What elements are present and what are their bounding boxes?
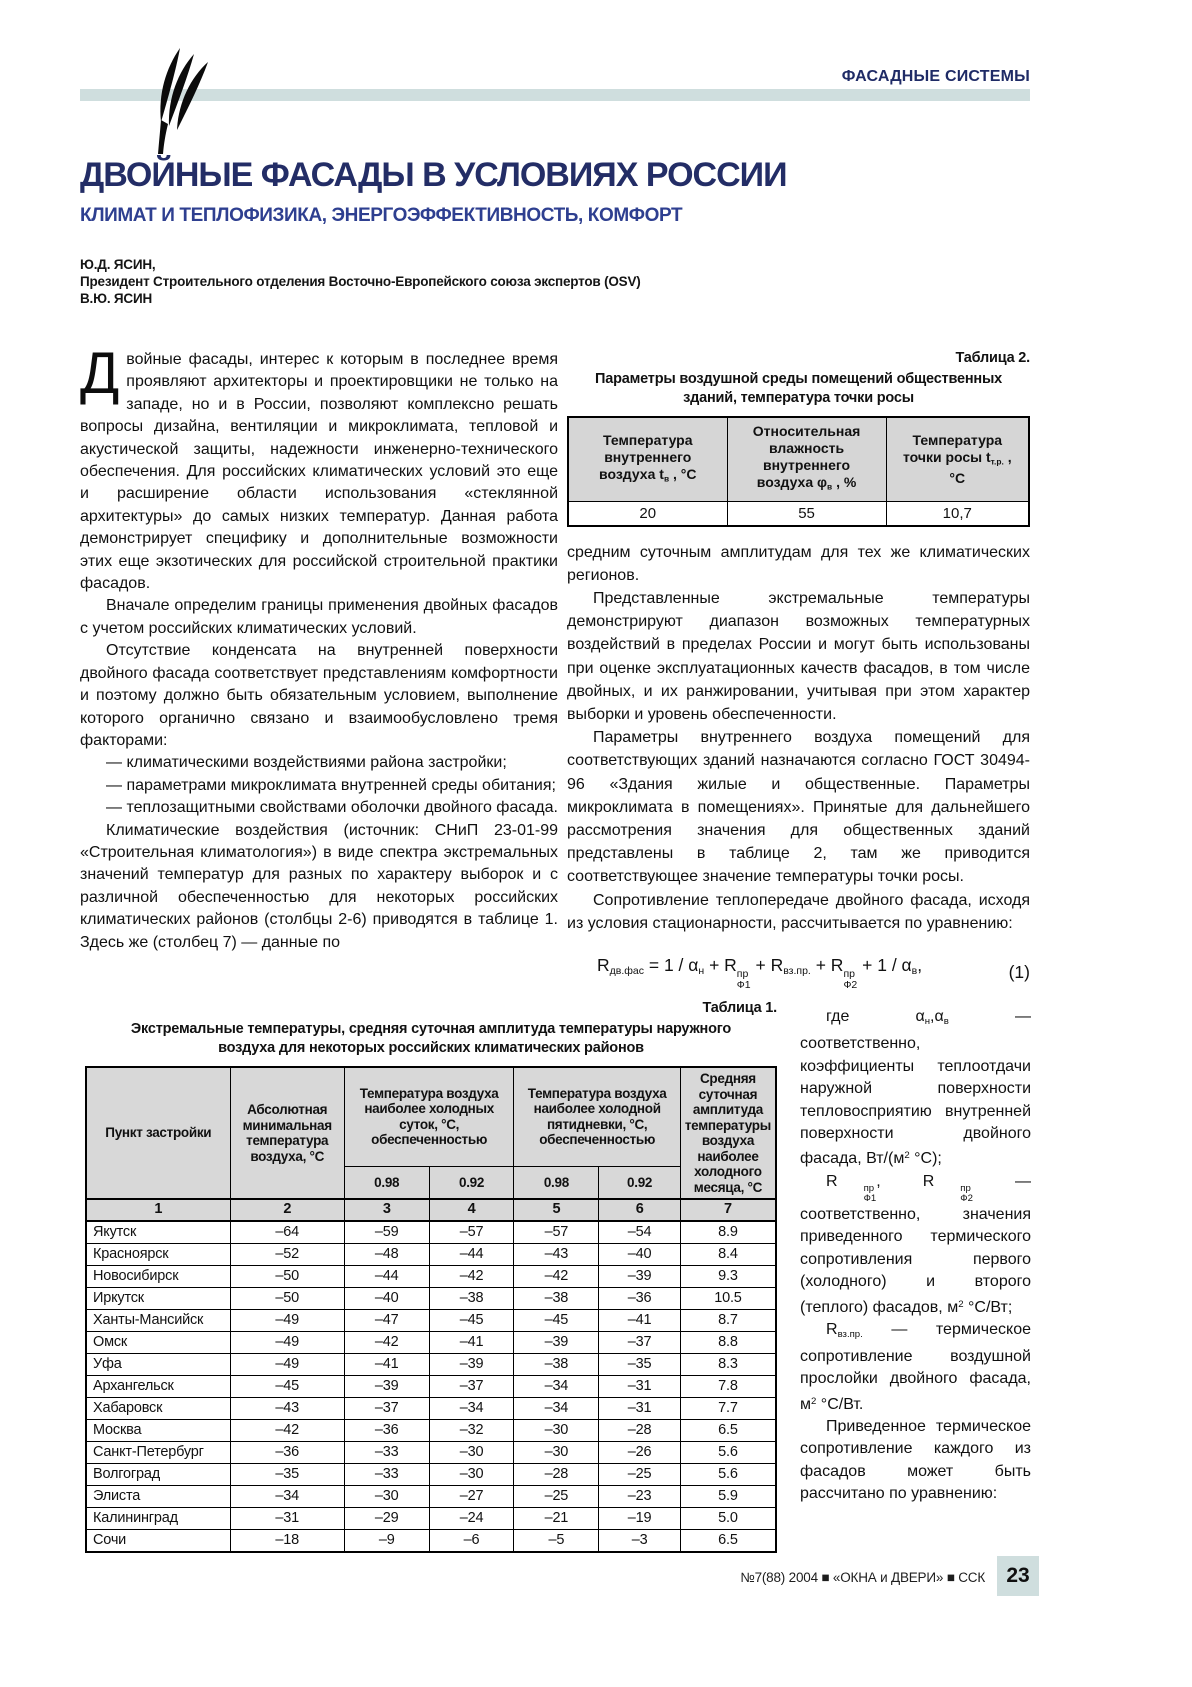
table-row (86, 1243, 776, 1265)
table1 (85, 1066, 777, 1553)
table-row (86, 1353, 776, 1375)
value-cell: –41 (429, 1331, 514, 1353)
value-cell: –42 (344, 1331, 429, 1353)
value-cell: –39 (429, 1353, 514, 1375)
article-subtitle: КЛИМАТ И ТЕПЛОФИЗИКА, ЭНЕРГОЭФФЕКТИВНОСТЬ, КОМФОРТ (80, 205, 683, 226)
city-cell: Якутск (86, 1221, 230, 1244)
city-cell: Волгоград (86, 1463, 230, 1485)
list-item: — параметрами микроклимата внутренней среды обитания; (106, 776, 556, 794)
value-cell: –50 (230, 1265, 344, 1287)
value-cell: –41 (344, 1353, 429, 1375)
table-row (86, 1507, 776, 1529)
column-number: 1 (86, 1199, 230, 1221)
paragraph: Климатические воздействия (источник: СНиП 23-01-99 «Строительная климатология») в виде спектра экстремальных значений температур для разных по характеру выборок и с различной обеспеченностью для некоторых российских климатических районов (столбцы 2-6) приводятся в таблице 1. Здесь же (столбец 7) — данные по (80, 821, 558, 951)
value-cell: –39 (344, 1375, 429, 1397)
left-column (80, 341, 558, 954)
value-cell: –26 (599, 1441, 681, 1463)
table-row (86, 1485, 776, 1507)
paragraph: Отсутствие конденсата на внутренней поверхности двойного фасада соответствует представлениям комфортности и поэтому должно быть обязательным условием, выполнение которого органично связано и взаимообусловлено тремя факторами: (80, 642, 558, 749)
city-cell: Элиста (86, 1485, 230, 1507)
column-number: 2 (230, 1199, 344, 1221)
value-cell: –49 (230, 1309, 344, 1331)
city-cell: Уфа (86, 1353, 230, 1375)
header-band (80, 89, 1030, 101)
value-cell: –36 (599, 1287, 681, 1309)
value-cell: –38 (514, 1353, 599, 1375)
value-cell: 7.7 (680, 1397, 776, 1419)
value-cell: –24 (429, 1507, 514, 1529)
dropcap: Д (80, 341, 120, 406)
city-cell: Ханты-Мансийск (86, 1309, 230, 1331)
value-cell: 10,7 (886, 501, 1029, 526)
table1-block (85, 1000, 777, 1553)
value-cell: 55 (727, 501, 886, 526)
paragraph: где $\alpha_н,\alpha_в$ — соответственно, коэффициенты теплоотдачи наружной поверхности тепловосприятию внутренней поверхности двойного фасада, $Вт/(м^2$ °С); (800, 1008, 1031, 1168)
value-cell: 7.8 (680, 1375, 776, 1397)
list-item: — климатическими воздействиями района застройки; (106, 754, 507, 772)
authors-block (80, 256, 780, 307)
table1-subheader-cell: 0.98 (514, 1166, 599, 1199)
value-cell: –54 (599, 1221, 681, 1244)
table1-caption: Экстремальные температуры, средняя суточная амплитуда температуры наружного воздуха для некоторых российских климатических районов (130, 1021, 732, 1056)
value-cell: –45 (514, 1309, 599, 1331)
value-cell: –3 (599, 1529, 681, 1552)
value-cell: –34 (429, 1397, 514, 1419)
table-row (86, 1221, 776, 1244)
paragraph: Приведенное термическое сопротивление каждого из фасадов может быть рассчитано по уравнению: (800, 1418, 1031, 1503)
table-row (86, 1309, 776, 1331)
value-cell: 8.8 (680, 1331, 776, 1353)
list-item: — теплозащитными свойствами оболочки двойного фасада. (106, 799, 558, 817)
paragraph: средним суточным амплитудам для тех же климатических регионов. (567, 543, 1030, 584)
value-cell: –36 (230, 1441, 344, 1463)
value-cell: –31 (599, 1397, 681, 1419)
table2-header-cell: Температура точки росы $t_{т.р.}$ , °С (886, 417, 1029, 501)
value-cell: –29 (344, 1507, 429, 1529)
table-row (86, 1375, 776, 1397)
value-cell: –42 (514, 1265, 599, 1287)
table1-header-cell: Средняя суточная амплитуда температуры воздуха наиболее холодного месяца, °С (680, 1067, 776, 1199)
column-number: 5 (514, 1199, 599, 1221)
table1-header-cell: Пункт застройки (86, 1067, 230, 1199)
table1-label: Таблица 1. (702, 1000, 777, 1016)
value-cell: –37 (344, 1397, 429, 1419)
value-cell: –39 (514, 1331, 599, 1353)
value-cell: –34 (514, 1375, 599, 1397)
paragraph: Сопротивление теплопередаче двойного фасада, исходя из условия стационарности, рассчитывается по уравнению: (567, 891, 1030, 932)
table1-subheader-cell: 0.92 (599, 1166, 681, 1199)
definitions-column (800, 1006, 1031, 1506)
value-cell: –43 (514, 1243, 599, 1265)
table1-subheader-cell: 0.98 (344, 1166, 429, 1199)
paragraph: $R_{вз.пр.}$ — термическое сопротивление воздушной прослойки двойного фасада, $м^2$ °С/Вт. (800, 1320, 1031, 1413)
value-cell: 9.3 (680, 1265, 776, 1287)
city-cell: Сочи (86, 1529, 230, 1552)
value-cell: 8.3 (680, 1353, 776, 1375)
author-line: В.Ю. ЯСИН (80, 291, 153, 306)
value-cell: –59 (344, 1221, 429, 1244)
article-title: ДВОЙНЫЕ ФАСАДЫ В УСЛОВИЯХ РОССИИ (80, 156, 787, 194)
city-cell: Калининград (86, 1507, 230, 1529)
value-cell: 6.5 (680, 1529, 776, 1552)
city-cell: Санкт-Петербург (86, 1441, 230, 1463)
column-number: 6 (599, 1199, 681, 1221)
value-cell: –32 (429, 1419, 514, 1441)
value-cell: 8.7 (680, 1309, 776, 1331)
value-cell: –25 (514, 1485, 599, 1507)
city-cell: Москва (86, 1419, 230, 1441)
city-cell: Омск (86, 1331, 230, 1353)
value-cell: –33 (344, 1463, 429, 1485)
table1-subheader-cell: 0.92 (429, 1166, 514, 1199)
table2-label: Таблица 2. (955, 350, 1030, 366)
paragraph: R пр Ф1 , R пр Ф2 — соответственно, значения приведенного термического сопротивления первого (холодного) и второго (теплого) фасадов, $м^2$ °С/Вт; (800, 1172, 1031, 1316)
value-cell: –28 (514, 1463, 599, 1485)
table2-header-cell: Температура внутреннего воздуха $t_в$ , °С (568, 417, 727, 501)
table1-header-cell: Абсолютная минимальная температура воздуха, °С (230, 1067, 344, 1199)
table-row (86, 1331, 776, 1353)
value-cell: –57 (514, 1221, 599, 1244)
value-cell: –37 (599, 1331, 681, 1353)
paragraph: Представленные экстремальные температуры демонстрируют диапазон возможных температурных воздействий в пределах России и могут быть использованы при оценке эксплуатационных качеств фасадов, в том числе двойных, и их ранжировании, учитывая при этом характер выборки и уровень обеспеченности. (567, 589, 1030, 723)
table-row (86, 1397, 776, 1419)
value-cell: –34 (230, 1485, 344, 1507)
city-cell: Новосибирск (86, 1265, 230, 1287)
value-cell: –49 (230, 1331, 344, 1353)
table-row (568, 501, 1029, 526)
table-row (86, 1463, 776, 1485)
value-cell: 5.6 (680, 1441, 776, 1463)
city-cell: Хабаровск (86, 1397, 230, 1419)
paragraph (80, 341, 558, 595)
value-cell: –38 (429, 1287, 514, 1309)
author-line: Ю.Д. ЯСИН, (80, 257, 156, 272)
page-number: 23 (1006, 1564, 1030, 1587)
value-cell: –28 (599, 1419, 681, 1441)
value-cell: –37 (429, 1375, 514, 1397)
value-cell: –30 (344, 1485, 429, 1507)
table2-caption: Параметры воздушной среды помещений общественных зданий, температура точки росы (594, 371, 1003, 406)
value-cell: –35 (599, 1353, 681, 1375)
paragraph: Параметры внутреннего воздуха помещений для соответствующих зданий назначаются согласно ГОСТ 30494-96 «Здания жилые и общественные. Параметры микроклимата в помещениях». Принятые для дальнейшего рассмотрения значения для общественных зданий представлены в таблице 2, там же приводится соответствующее значение температуры точки росы. (567, 729, 1030, 886)
value-cell: 10.5 (680, 1287, 776, 1309)
value-cell: –40 (344, 1287, 429, 1309)
value-cell: –47 (344, 1309, 429, 1331)
value-cell: –25 (599, 1463, 681, 1485)
city-cell: Архангельск (86, 1375, 230, 1397)
value-cell: –30 (429, 1463, 514, 1485)
value-cell: –31 (230, 1507, 344, 1529)
value-cell: 8.4 (680, 1243, 776, 1265)
feather-icon (146, 46, 218, 160)
table2 (567, 416, 1030, 527)
section-label: ФАСАДНЫЕ СИСТЕМЫ (841, 68, 1030, 85)
value-cell: –49 (230, 1353, 344, 1375)
value-cell: 5.0 (680, 1507, 776, 1529)
value-cell: –6 (429, 1529, 514, 1552)
value-cell: –38 (514, 1287, 599, 1309)
value-cell: –40 (599, 1243, 681, 1265)
author-affiliation: Президент Строительного отделения Восточно-Европейского союза экспертов (OSV) (80, 274, 641, 289)
value-cell: 5.6 (680, 1463, 776, 1485)
value-cell: –42 (429, 1265, 514, 1287)
table-row (86, 1287, 776, 1309)
value-cell: –42 (230, 1419, 344, 1441)
value-cell: 20 (568, 501, 727, 526)
equation-number: (1) (1008, 962, 1030, 983)
value-cell: –45 (230, 1375, 344, 1397)
value-cell: –30 (514, 1441, 599, 1463)
paragraph-text: войные фасады, интерес к которым в последнее время проявляют архитекторы и проектировщики не только на западе, но и в России, позволяют комплексно решать вопросы дизайна, вентиляции и микроклимата, тепловой и акустической защиты, надежности инженерно-технического обеспечения. Для российских климатических условий это еще и расширение области использования «стеклянной архитектуры» до самых низких температур. Данная работа демонстрирует специфику и дополнительные возможности этих еще экзотических для российской строительной практики фасадов. (80, 351, 558, 593)
value-cell: –43 (230, 1397, 344, 1419)
table2-header-cell: Относительная влажность внутреннего воздуха $\varphi_в$ , % (727, 417, 886, 501)
table1-header-cell: Температура воздуха наиболее холодной пятидневки, °С, обеспеченностью (514, 1067, 680, 1166)
value-cell: –57 (429, 1221, 514, 1244)
value-cell: –30 (514, 1419, 599, 1441)
city-cell: Иркутск (86, 1287, 230, 1309)
value-cell: –27 (429, 1485, 514, 1507)
value-cell: –50 (230, 1287, 344, 1309)
value-cell: –52 (230, 1243, 344, 1265)
column-number: 7 (680, 1199, 776, 1221)
value-cell: –44 (344, 1265, 429, 1287)
column-number: 3 (344, 1199, 429, 1221)
table-row (86, 1419, 776, 1441)
value-cell: –34 (514, 1397, 599, 1419)
value-cell: –19 (599, 1507, 681, 1529)
value-cell: 5.9 (680, 1485, 776, 1507)
equation-1 (567, 955, 1030, 991)
value-cell: –48 (344, 1243, 429, 1265)
value-cell: –33 (344, 1441, 429, 1463)
table-row (86, 1265, 776, 1287)
equation-body: $R_{дв.фас} = 1 / \alpha_н + R$ пр Ф1 + $R_{вз.пр.} + R$ пр Ф2 + $1 / \alpha_в$, (597, 954, 923, 991)
value-cell: –64 (230, 1221, 344, 1244)
paragraph: Вначале определим границы применения двойных фасадов с учетом российских климатических условий. (80, 597, 558, 637)
value-cell: –30 (429, 1441, 514, 1463)
value-cell: –31 (599, 1375, 681, 1397)
value-cell: –39 (599, 1265, 681, 1287)
value-cell: –36 (344, 1419, 429, 1441)
footer-issue-line: №7(88) 2004 ■ «ОКНА и ДВЕРИ» ■ ССК (740, 1570, 985, 1585)
value-cell: –23 (599, 1485, 681, 1507)
table1-header-cell: Температура воздуха наиболее холодных суток, °С, обеспеченностью (344, 1067, 514, 1166)
right-column (567, 350, 1030, 991)
value-cell: 6.5 (680, 1419, 776, 1441)
table-row (86, 1529, 776, 1552)
value-cell: –5 (514, 1529, 599, 1552)
value-cell: –21 (514, 1507, 599, 1529)
value-cell: –41 (599, 1309, 681, 1331)
value-cell: –44 (429, 1243, 514, 1265)
column-number: 4 (429, 1199, 514, 1221)
value-cell: –18 (230, 1529, 344, 1552)
publisher-logo (146, 46, 218, 160)
table-row (86, 1441, 776, 1463)
page-number-badge (997, 1556, 1039, 1596)
city-cell: Красноярск (86, 1243, 230, 1265)
value-cell: 8.9 (680, 1221, 776, 1244)
value-cell: –9 (344, 1529, 429, 1552)
value-cell: –45 (429, 1309, 514, 1331)
value-cell: –35 (230, 1463, 344, 1485)
